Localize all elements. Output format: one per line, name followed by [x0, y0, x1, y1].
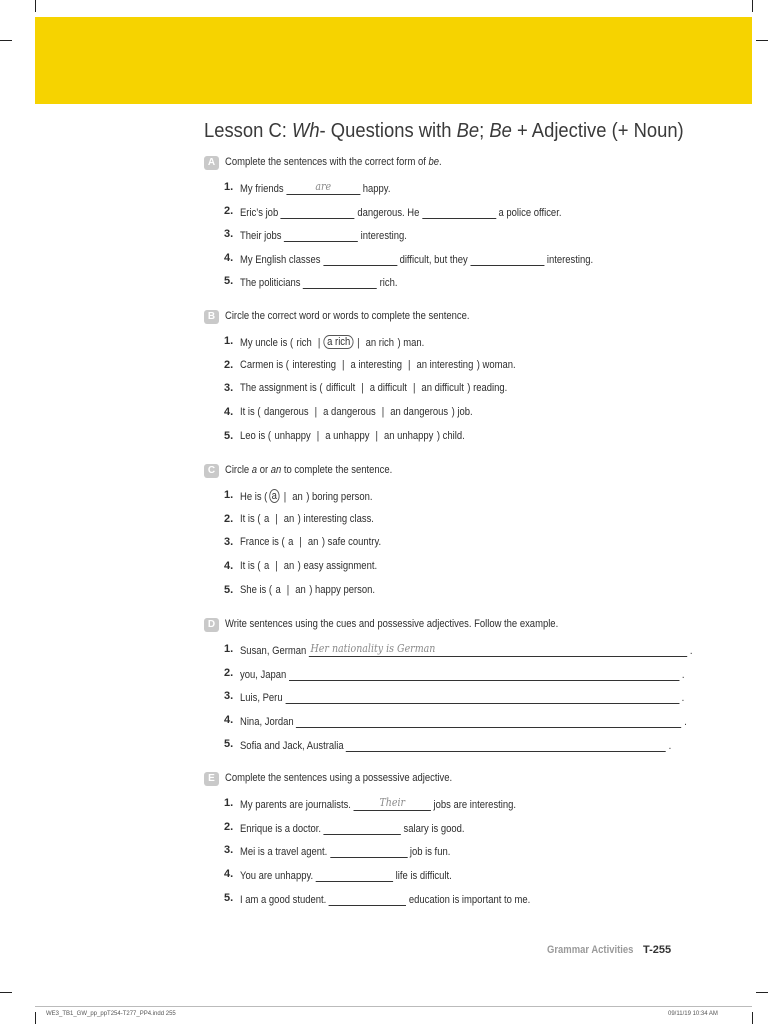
option-choice-circled[interactable]: a rich — [324, 335, 354, 349]
exercise-item — [224, 713, 687, 729]
item-text: My parents are journalists. — [240, 799, 351, 811]
section-instruction: Circle a or an to complete the sentence. — [225, 464, 393, 476]
item-text: life is difficult. — [395, 870, 452, 882]
option-choice[interactable]: an interesting — [416, 359, 474, 371]
item-text: ) interesting class. — [297, 513, 374, 525]
title-part: ; — [479, 120, 490, 142]
item-text: Leo is ( — [240, 430, 272, 442]
section-instruction: Complete the sentences with the correct form of be. — [225, 156, 442, 168]
item-text: It is ( — [240, 406, 261, 418]
answer-blank[interactable] — [316, 868, 393, 882]
item-number: 2. — [224, 821, 234, 833]
item-cue: Sofia and Jack, Australia — [240, 740, 344, 752]
option-choice[interactable]: a dangerous — [323, 406, 376, 418]
item-text: . — [684, 716, 687, 728]
answer-blank[interactable] — [323, 252, 397, 266]
item-text: Mei is a travel agent. — [240, 846, 328, 858]
item-number: 4. — [224, 868, 234, 880]
option-choice[interactable]: a unhappy — [325, 430, 370, 442]
item-text: France is ( — [240, 536, 285, 548]
exercise-item — [224, 843, 674, 859]
exercise-item — [224, 227, 674, 243]
answer-line[interactable] — [296, 714, 681, 728]
answer-blank[interactable] — [422, 205, 496, 219]
option-choice[interactable]: a interesting — [350, 359, 403, 371]
item-text: It is ( — [240, 560, 261, 572]
item-text: My friends — [240, 183, 284, 195]
item-text: interesting. — [546, 254, 594, 266]
item-text: . — [681, 669, 685, 681]
item-text: ) job. — [451, 406, 473, 418]
item-number: 2. — [224, 513, 234, 525]
item-text: ) child. — [436, 430, 465, 442]
item-text: ) easy assignment. — [297, 560, 378, 572]
item-text: ) man. — [397, 337, 425, 349]
exercise-item: 1. My uncle is ( rich | a rich | an rich ) man. — [224, 335, 425, 349]
option-choice[interactable]: an — [295, 584, 306, 596]
item-text: rich. — [379, 277, 398, 289]
option-choice-circled[interactable]: a — [269, 489, 279, 503]
title-part: + Adjective (+ Noun) — [511, 120, 684, 142]
item-text: difficult, but they — [399, 254, 468, 266]
crop-mark — [35, 1012, 36, 1024]
item-number: 5. — [224, 738, 234, 750]
item-number: 3. — [224, 382, 234, 394]
option-choice[interactable]: interesting — [292, 359, 336, 371]
item-text: ) happy person. — [309, 584, 375, 596]
option-choice[interactable]: a — [275, 584, 281, 596]
crop-mark — [756, 40, 768, 41]
answer-blank[interactable] — [354, 797, 431, 811]
item-number: 5. — [224, 430, 234, 442]
item-text: The assignment is ( — [240, 382, 323, 394]
option-choice[interactable]: an — [292, 491, 303, 503]
item-number: 1. — [224, 181, 234, 193]
option-choice[interactable]: an rich — [365, 337, 395, 349]
item-text: She is ( — [240, 584, 273, 596]
exercise-item: 5. Leo is ( unhappy | a unhappy | an unhappy ) child. — [224, 430, 465, 442]
crop-mark — [752, 0, 753, 12]
title-part: - Questions with — [319, 120, 457, 142]
answer-blank[interactable] — [281, 205, 355, 219]
exercise-item — [224, 274, 674, 290]
page-number: T-255 — [643, 944, 672, 956]
section-instruction: Write sentences using the cues and possessive adjectives. Follow the example. — [225, 618, 559, 630]
answer-line[interactable] — [285, 690, 679, 704]
item-text: My uncle is ( — [240, 337, 294, 349]
item-number: 3. — [224, 228, 234, 240]
item-text: Eric’s job — [240, 207, 279, 219]
title-wh: Wh — [291, 120, 320, 142]
item-cue: you, Japan — [240, 669, 287, 681]
item-number: 2. — [224, 205, 234, 217]
item-text: It is ( — [240, 513, 261, 525]
answer-blank[interactable] — [329, 892, 406, 906]
answer-blank[interactable] — [330, 844, 407, 858]
item-text: a police officer. — [498, 207, 562, 219]
section-badge: E — [204, 772, 219, 786]
item-text: jobs are interesting. — [433, 799, 517, 811]
item-number: 4. — [224, 252, 234, 264]
crop-mark — [35, 0, 36, 12]
slug-timestamp: 09/11/19 10:34 AM — [668, 1011, 718, 1017]
item-number: 1. — [224, 797, 234, 809]
exercise-item — [224, 666, 685, 682]
exercise-item: 5. She is ( a | an ) happy person. — [224, 584, 375, 596]
item-text: . — [681, 692, 685, 704]
item-text: He is ( — [240, 491, 268, 503]
item-text: You are unhappy. — [240, 870, 314, 882]
item-text: happy. — [362, 183, 391, 195]
option-choice[interactable]: unhappy — [274, 430, 311, 442]
section-badge: A — [204, 156, 219, 170]
option-choice[interactable]: dangerous — [263, 406, 309, 418]
exercise-item — [224, 251, 674, 267]
exercise-item — [224, 867, 674, 883]
item-text: Carmen is ( — [240, 359, 289, 371]
section-instruction: Complete the sentences using a possessive adjective. — [225, 772, 453, 784]
answer-blank[interactable] — [303, 275, 377, 289]
answer-blank[interactable] — [324, 821, 401, 835]
option-choice[interactable]: rich — [296, 337, 312, 349]
slug-file-name: WE3_TB1_GW_pp_ppT254-T277_PP4.indd 255 — [46, 1011, 176, 1017]
title-prefix: Lesson C: — [204, 120, 292, 142]
exercise-item — [224, 737, 674, 753]
slug-divider — [35, 1006, 752, 1007]
option-choice[interactable]: an — [283, 560, 295, 572]
option-choice[interactable]: an — [307, 536, 319, 548]
option-choice[interactable]: an unhappy — [383, 430, 434, 442]
exercise-item: 3. The assignment is ( difficult | a difficult | an difficult ) reading. — [224, 382, 508, 394]
item-number: 5. — [224, 892, 234, 904]
item-text: The politicians — [240, 277, 301, 289]
exercise-item — [224, 642, 693, 658]
title-be: Be — [456, 120, 480, 142]
item-number: 2. — [224, 667, 234, 679]
option-choice[interactable]: an dangerous — [390, 406, 449, 418]
item-text: salary is good. — [403, 823, 465, 835]
crop-mark — [752, 1012, 753, 1024]
option-choice[interactable]: a — [263, 560, 270, 572]
crop-mark — [0, 40, 12, 41]
exercise-item: 4. It is ( dangerous | a dangerous | an dangerous ) job. — [224, 406, 473, 418]
exercise-item: 2. It is ( a | an ) interesting class. — [224, 513, 374, 525]
option-choice[interactable]: an — [283, 513, 295, 525]
item-text: . — [689, 645, 693, 657]
item-cue: Luis, Peru — [240, 692, 283, 704]
item-number: 4. — [224, 560, 234, 572]
answer-line[interactable] — [309, 643, 687, 657]
title-be: Be — [489, 120, 512, 142]
item-text: dangerous. He — [357, 207, 420, 219]
item-number: 3. — [224, 536, 234, 548]
option-choice[interactable]: an difficult — [421, 382, 464, 394]
item-number: 5. — [224, 584, 234, 596]
sample-answer: are — [315, 180, 332, 193]
exercise-item — [224, 204, 674, 220]
item-text: Enrique is a doctor. — [240, 823, 321, 835]
answer-blank[interactable] — [286, 181, 360, 195]
exercise-item — [224, 820, 674, 836]
sample-answer: Her nationality is German — [310, 642, 436, 655]
item-number: 1. — [224, 489, 234, 501]
item-text: job is fun. — [409, 846, 451, 858]
item-cue: Susan, German — [240, 645, 307, 657]
item-text: education is important to me. — [408, 894, 531, 906]
item-text: My English classes — [240, 254, 321, 266]
item-text: interesting. — [360, 230, 407, 242]
item-text: . — [668, 740, 672, 752]
answer-blank[interactable] — [470, 252, 544, 266]
exercise-item: 3. France is ( a | an ) safe country. — [224, 536, 382, 548]
header-band — [35, 17, 752, 104]
crop-mark — [0, 992, 12, 993]
item-number: 3. — [224, 844, 234, 856]
exercise-item — [224, 180, 674, 196]
option-choice[interactable]: a — [263, 513, 270, 525]
option-choice[interactable]: a — [288, 536, 294, 548]
option-choice[interactable]: a difficult — [369, 382, 407, 394]
option-choice[interactable]: difficult — [325, 382, 356, 394]
item-text: ) safe country. — [321, 536, 382, 548]
exercise-item: 1. He is ( a | an ) boring person. — [224, 489, 373, 503]
item-number: 1. — [224, 335, 234, 347]
exercise-item: 2. Carmen is ( interesting | a interesting | an interesting ) woman. — [224, 359, 516, 371]
item-text: Their jobs — [240, 230, 282, 242]
answer-blank[interactable] — [284, 228, 358, 242]
exercise-item — [224, 796, 674, 812]
section-instruction: Circle the correct word or words to complete the sentence. — [225, 310, 470, 322]
item-text: ) reading. — [467, 382, 508, 394]
answer-line[interactable] — [289, 667, 679, 681]
item-number: 2. — [224, 359, 234, 371]
exercise-item: 4. It is ( a | an ) easy assignment. — [224, 560, 378, 572]
footer-section-label: Grammar Activities — [547, 944, 634, 956]
page-title — [204, 120, 684, 143]
item-number: 4. — [224, 714, 234, 726]
item-number: 3. — [224, 690, 234, 702]
item-text: ) woman. — [476, 359, 516, 371]
section-badge: D — [204, 618, 219, 632]
item-number: 4. — [224, 406, 234, 418]
item-number: 5. — [224, 275, 234, 287]
section-badge: C — [204, 464, 219, 478]
item-cue: Nina, Jordan — [240, 716, 294, 728]
section-badge: B — [204, 310, 219, 324]
item-text: ) boring person. — [306, 491, 373, 503]
answer-line[interactable] — [346, 738, 666, 752]
item-number: 1. — [224, 643, 234, 655]
crop-mark — [756, 992, 768, 993]
item-text: I am a good student. — [240, 894, 327, 906]
sample-answer: Their — [379, 796, 405, 809]
exercise-item — [224, 891, 674, 907]
exercise-item — [224, 689, 685, 705]
